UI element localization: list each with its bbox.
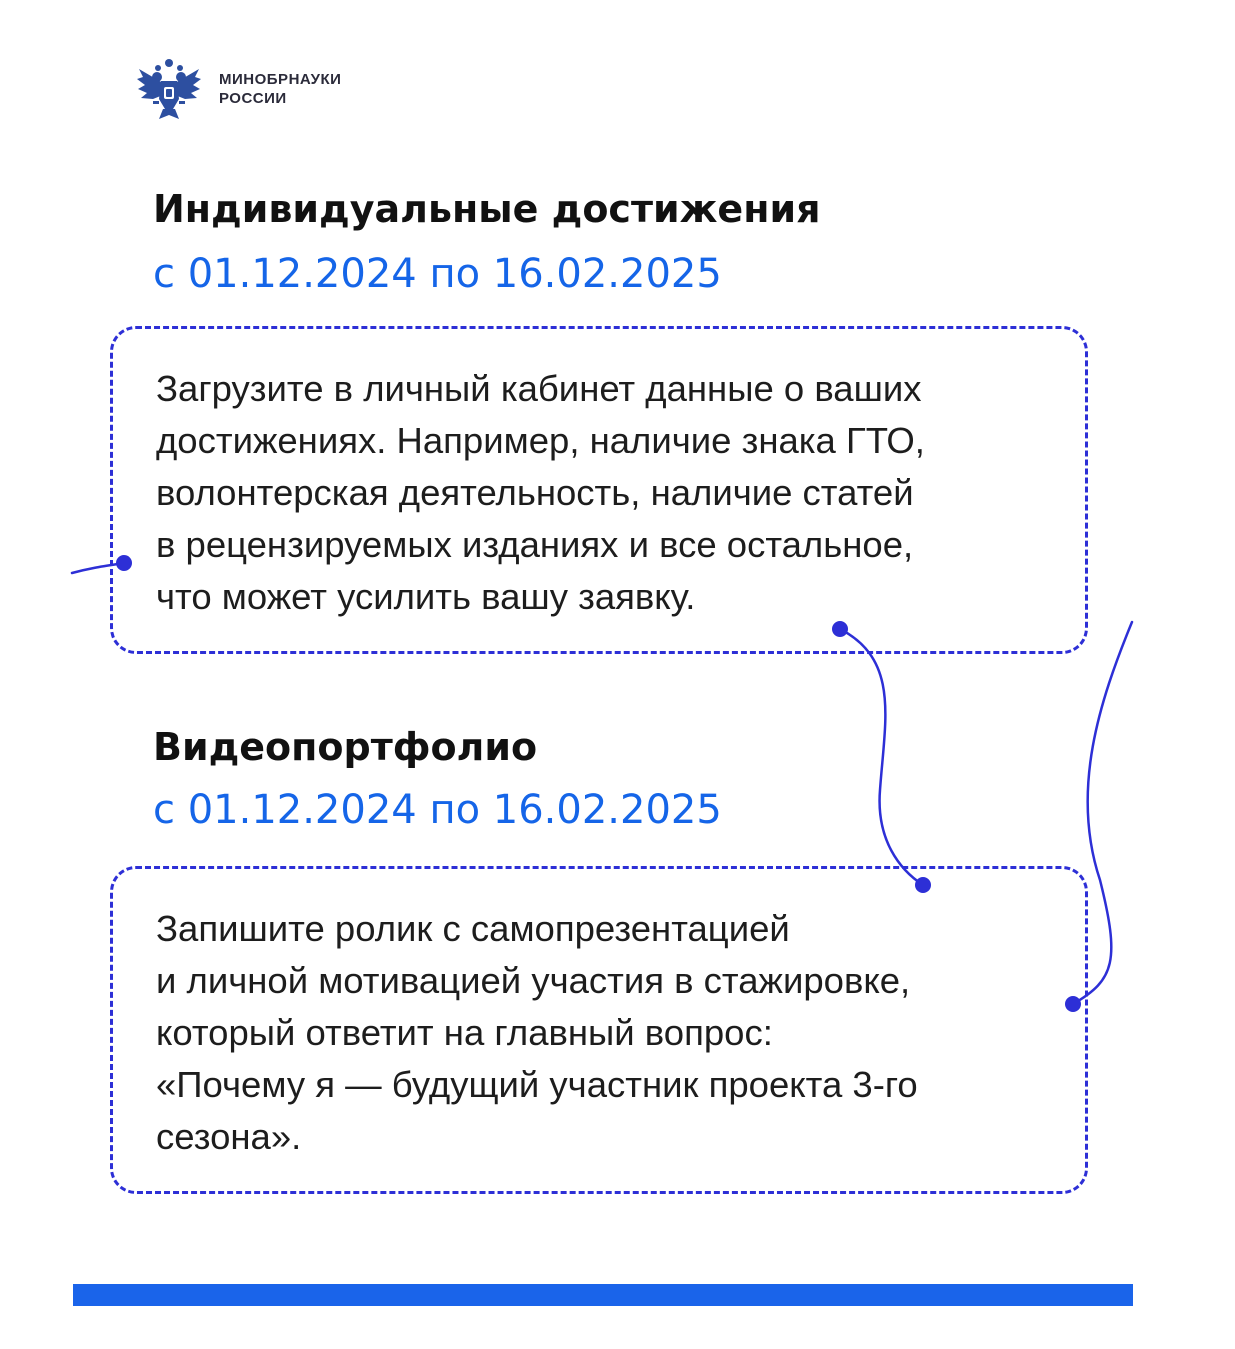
section-dates-achievements: с 01.12.2024 по 16.02.2025 <box>153 251 722 297</box>
section-dates-video-portfolio: с 01.12.2024 по 16.02.2025 <box>153 787 722 833</box>
achievements-description <box>156 363 1065 623</box>
description-line: что может усилить вашу заявку. <box>156 576 696 617</box>
section-title-video-portfolio: Видеопортфолио <box>153 725 538 769</box>
ministry-emblem-icon <box>133 55 205 127</box>
double-headed-eagle-icon <box>133 55 205 127</box>
description-line: Загрузите в личный кабинет данные о ваших <box>156 368 922 409</box>
section-title-achievements: Индивидуальные достижения <box>153 187 821 231</box>
description-line: в рецензируемых изданиях и все остальное, <box>156 524 914 565</box>
video-portfolio-description <box>156 903 1065 1163</box>
description-line: волонтерская деятельность, наличие статей <box>156 472 914 513</box>
description-line: достижениях. Например, наличие знака ГТО, <box>156 420 925 461</box>
description-line: Запишите ролик с самопрезентацией <box>156 908 790 949</box>
description-line: «Почему я — будущий участник проекта 3-го <box>156 1064 918 1105</box>
bottom-accent-bar <box>73 1284 1133 1306</box>
connector-line-middle <box>840 629 923 885</box>
description-line: который ответит на главный вопрос: <box>156 1012 773 1053</box>
ministry-name <box>219 70 341 108</box>
achievements-info-box <box>110 326 1088 654</box>
description-line: и личной мотивацией участия в стажировке, <box>156 960 911 1001</box>
video-portfolio-info-box <box>110 866 1088 1194</box>
ministry-name-line1: МИНОБРНАУКИ <box>219 71 342 88</box>
ministry-name-line2: РОССИИ <box>219 90 287 107</box>
description-line: сезона». <box>156 1116 302 1157</box>
